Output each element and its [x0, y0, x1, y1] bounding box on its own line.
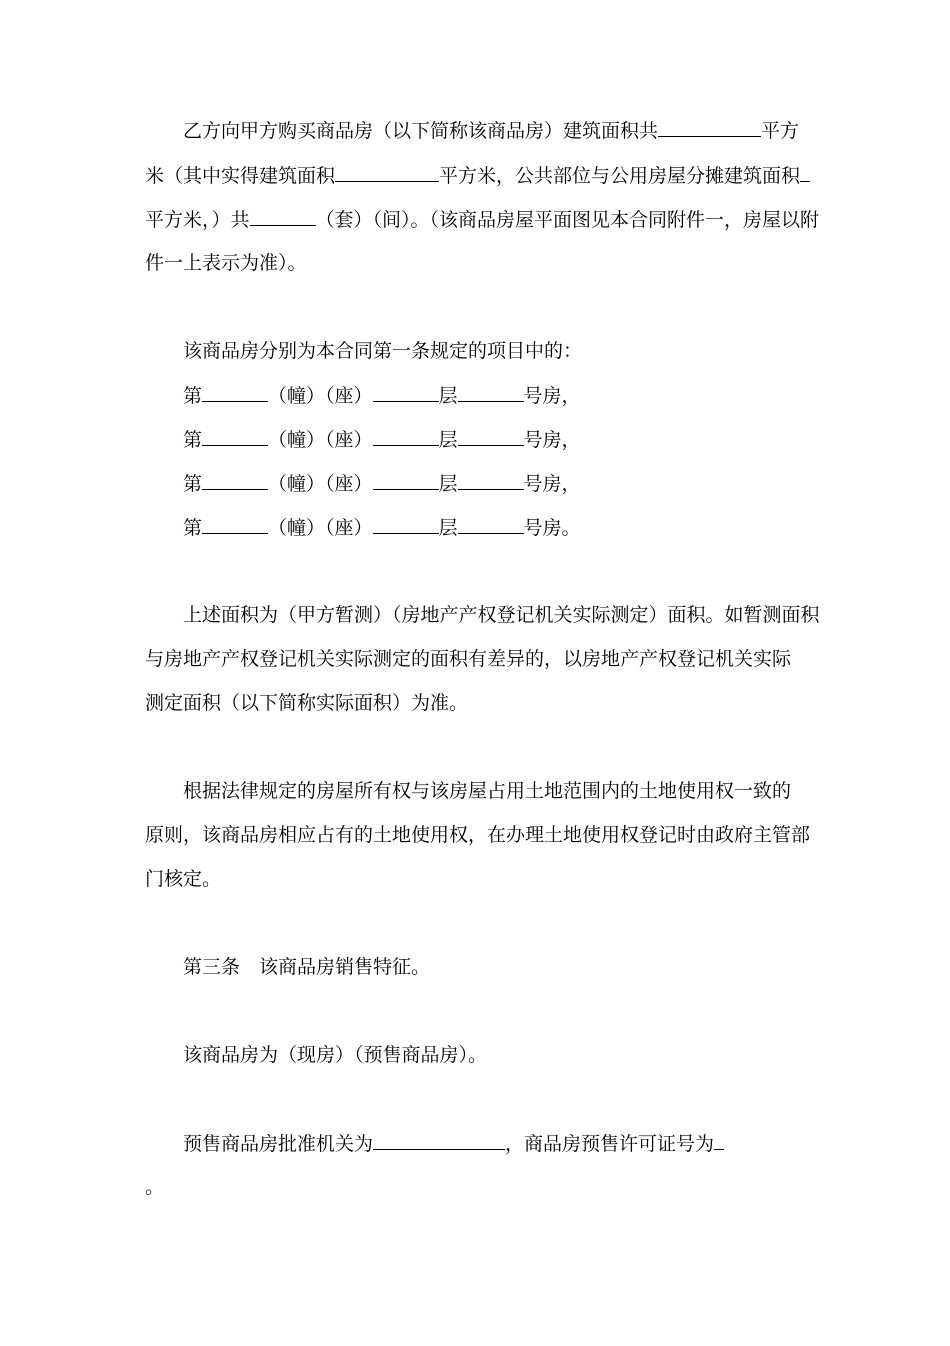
room-blank [458, 515, 524, 534]
room-blank [458, 427, 524, 446]
p3-line-1 [183, 603, 820, 627]
row-floor-label: 层 [438, 429, 458, 451]
permit-number-blank [714, 1131, 724, 1150]
row-floor-label: 层 [438, 473, 458, 495]
p4-text-3: 门核定。 [145, 868, 222, 890]
unit-row-2 [183, 427, 581, 452]
floor-blank [373, 471, 439, 490]
building-blank [202, 515, 268, 534]
row-building-label: （幢）（座） [268, 517, 373, 539]
p6-text-1b: ，商品房预售许可证号为 [505, 1133, 715, 1155]
p1-line-2 [145, 163, 810, 188]
floor-blank [373, 515, 439, 534]
article-3-heading [183, 955, 430, 979]
p3-text-2: 与房地产产权登记机关实际测定的面积有差异的，以房地产产权登记机关实际 [145, 648, 792, 670]
actual-area-blank [335, 163, 439, 182]
room-blank [458, 471, 524, 490]
row-prefix: 第 [183, 517, 203, 539]
area-blank [658, 118, 761, 137]
p2-intro [183, 339, 582, 363]
p4-line-1 [183, 779, 791, 803]
building-blank [202, 471, 268, 490]
row-floor-label: 层 [438, 385, 458, 407]
article-title: 该商品房销售特征。 [259, 956, 431, 978]
p6-text-1a: 预售商品房批准机关为 [183, 1133, 374, 1155]
p2-intro-text: 该商品房分别为本合同第一条规定的项目中的： [183, 340, 583, 362]
row-room-label: 号房， [523, 429, 581, 451]
count-blank [250, 207, 316, 226]
p1-text-1: 乙方向甲方购买商品房（以下简称该商品房）建筑面积共 [183, 120, 659, 142]
p5-text: 该商品房为（现房）（预售商品房）。 [183, 1044, 488, 1066]
p1-text-3a: 平方米，）共 [145, 209, 250, 231]
p3-text-3: 测定面积（以下简称实际面积）为准。 [145, 692, 469, 714]
p1-text-2b: 平方米，公共部位与公用房屋分摊建筑面积 [439, 165, 801, 187]
p1-line-3 [145, 207, 819, 232]
floor-blank [373, 427, 439, 446]
unit-row-1 [183, 383, 581, 408]
building-blank [202, 427, 268, 446]
p5-line [183, 1043, 487, 1067]
row-room-label: 号房， [523, 385, 581, 407]
row-room-label: 号房。 [523, 517, 581, 539]
p6-line-1 [183, 1131, 724, 1156]
p4-text-1: 根据法律规定的房屋所有权与该房屋占用土地范围内的土地使用权一致的 [183, 780, 792, 802]
p1-line-1 [183, 118, 799, 143]
row-prefix: 第 [183, 429, 203, 451]
p3-line-3 [145, 691, 468, 715]
row-prefix: 第 [183, 473, 203, 495]
p1-text-3b: （套）（间）。（该商品房屋平面图见本合同附件一，房屋以附 [315, 209, 820, 231]
row-prefix: 第 [183, 385, 203, 407]
approval-authority-blank [373, 1131, 505, 1150]
p4-line-3 [145, 867, 221, 891]
p1-text-2a: 米（其中实得建筑面积 [145, 165, 336, 187]
p6-text-2: 。 [145, 1176, 165, 1198]
floor-blank [373, 383, 439, 402]
p1-line-4 [145, 251, 307, 275]
room-blank [458, 383, 524, 402]
p3-line-2 [145, 647, 791, 671]
row-floor-label: 层 [438, 517, 458, 539]
building-blank [202, 383, 268, 402]
p3-text-1: 上述面积为（甲方暂测）（房地产产权登记机关实际测定）面积。如暂测面积 [183, 604, 820, 626]
unit-row-3 [183, 471, 581, 496]
p4-line-2 [145, 823, 810, 847]
article-number: 第三条 [183, 956, 241, 978]
p1-text-4: 件一上表示为准）。 [145, 252, 307, 274]
shared-area-blank [800, 163, 810, 182]
p6-line-2 [145, 1175, 164, 1199]
row-building-label: （幢）（座） [268, 429, 373, 451]
row-building-label: （幢）（座） [268, 385, 373, 407]
row-room-label: 号房， [523, 473, 581, 495]
unit-row-4 [183, 515, 581, 540]
row-building-label: （幢）（座） [268, 473, 373, 495]
p4-text-2: 原则，该商品房相应占有的土地使用权，在办理土地使用权登记时由政府主管部 [145, 824, 811, 846]
p1-text-1b: 平方 [761, 120, 800, 142]
